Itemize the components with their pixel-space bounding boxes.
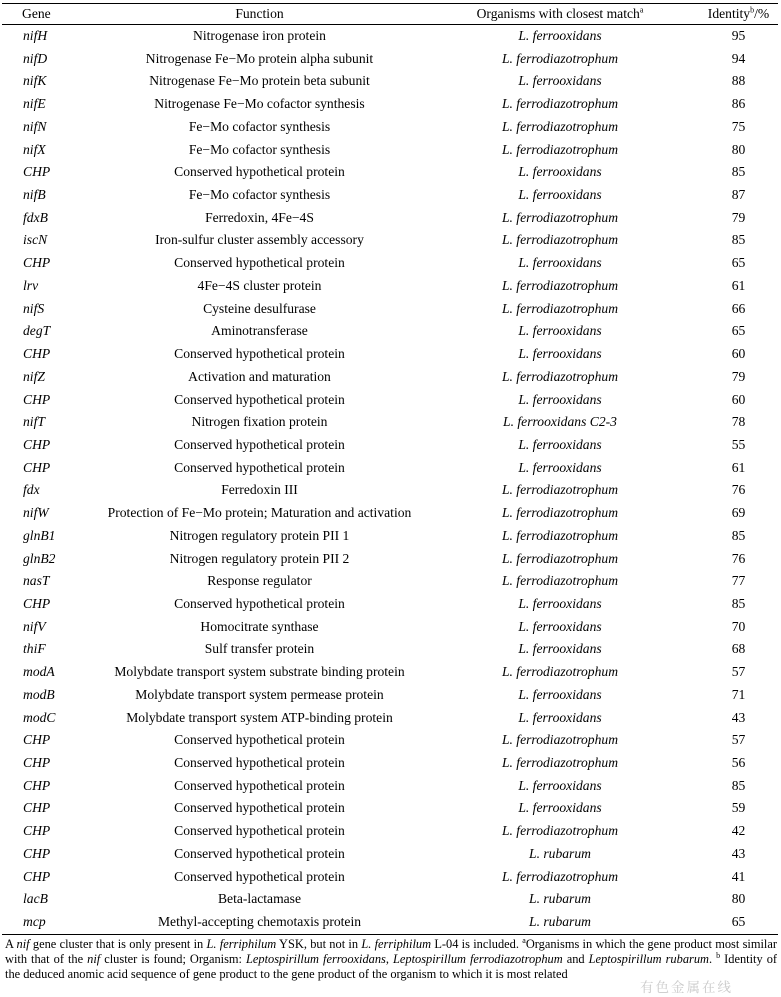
cell-function: Conserved hypothetical protein [174,800,345,816]
header-organism-label: Organisms with closest match [476,6,640,21]
cell-gene: glnB1 [23,527,56,543]
cell-gene: nifH [23,28,48,43]
cell-gene: nifV [23,618,46,634]
header-identity-label: Identity [707,6,751,21]
cell-organism: L. ferrodiazotrophum [501,118,619,134]
table-row [2,616,778,639]
cell-gene: CHP [23,800,51,816]
cell-function: Response regulator [207,573,312,589]
table-row [2,775,778,798]
footnote-text: YSK, but not in [276,937,362,951]
table-row [2,366,778,389]
cell-function: Fe−Mo cofactor synthesis [188,187,331,203]
cell-gene: fdxB [23,209,48,225]
cell-function: Conserved hypothetical protein [174,777,345,793]
table-row [2,434,778,457]
table-row [2,320,778,343]
footnote-text: gene cluster that is only present in [29,937,207,951]
cell-gene: nifK [23,73,47,89]
cell-function: Nitrogen fixation protein [191,414,328,430]
cell-identity: 55 [731,436,746,452]
cell-gene: nifN [23,118,47,134]
footnote-sup-a: a [522,935,526,945]
cell-function: Sulf transfer protein [204,641,315,657]
footnote-italic: Leptospirillum rubarum [588,952,709,967]
cell-gene: lacB [23,891,48,907]
cell-identity: 43 [731,845,746,861]
cell-organism: L. ferrodiazotrophum [501,868,619,884]
cell-organism: L. ferrooxidans [518,459,602,475]
cell-organism: L. ferrodiazotrophum [501,823,619,839]
cell-gene: CHP [23,164,51,180]
table-row [2,48,778,71]
cell-gene: modA [23,664,55,680]
cell-organism: L. rubarum [529,914,591,930]
cell-identity: 75 [731,118,746,134]
table-row [2,70,778,93]
cell-identity: 79 [731,209,746,225]
cell-gene: CHP [23,595,51,611]
cell-identity: 85 [731,595,746,611]
cell-function: Conserved hypothetical protein [174,459,345,475]
cell-organism: L. ferrooxidans C2-3 [503,414,617,430]
table-row [2,252,778,275]
cell-function: Conserved hypothetical protein [174,391,345,407]
table-body [2,25,778,935]
cell-identity: 86 [731,96,746,112]
cell-gene: nasT [23,573,50,589]
table-row [2,866,778,889]
cell-organism: L. ferrodiazotrophum [501,505,619,521]
table-row [2,161,778,184]
cell-identity: 88 [731,73,746,89]
cell-function: Aminotransferase [211,323,308,339]
table-row [2,184,778,207]
table-row [2,298,778,321]
cell-gene: mcp [23,914,46,930]
cell-gene: CHP [23,459,51,475]
cell-gene: nifW [23,505,49,521]
cell-organism: L. ferrodiazotrophum [501,482,619,498]
watermark: 有色金属在线 [640,980,733,996]
cell-function: Fe−Mo cofactor synthesis [188,118,331,134]
table-row [2,843,778,866]
cell-organism: L. ferrooxidans [518,164,602,180]
table-row [2,139,778,162]
cell-identity: 41 [731,868,746,884]
cell-gene: nifX [23,141,46,157]
cell-function: Conserved hypothetical protein [174,436,345,452]
cell-organism: L. ferrooxidans [518,28,602,43]
table-row [2,820,778,843]
cell-function: Nitrogenase Fe−Mo protein beta subunit [149,73,370,89]
cell-function: Conserved hypothetical protein [174,845,345,861]
header-identity-suffix: /% [754,6,770,21]
table-row [2,752,778,775]
cell-function: Activation and maturation [188,368,331,384]
table-row [2,343,778,366]
cell-function: Homocitrate synthase [200,618,319,634]
cell-organism: L. ferrodiazotrophum [501,368,619,384]
cell-gene: nifZ [23,368,45,384]
cell-identity: 95 [731,28,746,43]
cell-gene: thiF [23,641,46,657]
header-function: Function [235,6,284,21]
cell-organism: L. ferrodiazotrophum [501,300,619,316]
cell-gene: iscN [23,232,48,248]
cell-organism: L. ferrodiazotrophum [501,209,619,225]
cell-identity: 57 [731,664,746,680]
cell-identity: 77 [731,573,746,589]
cell-gene: nifD [23,50,48,66]
footnote-italic: nif [16,937,30,951]
cell-organism: L. ferrodiazotrophum [501,141,619,157]
footnote-sup-b: b [716,951,721,961]
cell-gene: CHP [23,391,51,407]
cell-function: Nitrogenase Fe−Mo protein alpha subunit [145,50,374,66]
cell-identity: 61 [731,459,746,475]
cell-identity: 61 [731,277,746,293]
table-row [2,207,778,230]
cell-organism: L. ferrooxidans [518,436,602,452]
cell-organism: L. ferrooxidans [518,391,602,407]
cell-function: Beta-lactamase [217,891,302,907]
cell-function: Cysteine desulfurase [203,300,316,316]
footnote-text: Identity of the deduced anomic acid sequence of gene product to the gene product of the organism to which it is most related [5,952,778,982]
cell-organism: L. ferrodiazotrophum [501,232,619,248]
cell-organism: L. ferrodiazotrophum [501,573,619,589]
gene-table [2,3,778,935]
footnote-text: Organisms in which the gene product most similar with that of the [5,937,777,967]
header-organism-sup: a [639,5,644,15]
cell-organism: L. ferrooxidans [518,187,602,203]
table-row [2,525,778,548]
cell-identity: 43 [731,709,746,725]
table-header-row [2,4,778,25]
table-row [2,707,778,730]
cell-identity: 59 [731,800,746,816]
cell-organism: L. ferrooxidans [518,323,602,339]
cell-identity: 65 [731,323,746,339]
cell-identity: 85 [731,232,746,248]
cell-function: Conserved hypothetical protein [174,732,345,748]
cell-function: Molybdate transport system ATP-binding protein [126,709,393,725]
table-row [2,797,778,820]
cell-gene: nifS [23,300,45,316]
cell-identity: 85 [731,777,746,793]
cell-gene: modB [23,686,55,702]
cell-gene: degT [23,323,51,339]
cell-gene: CHP [23,436,51,452]
cell-gene: nifT [23,414,45,430]
table-row [2,684,778,707]
cell-function: Nitrogenase Fe−Mo cofactor synthesis [154,96,365,112]
cell-organism: L. ferrodiazotrophum [501,277,619,293]
cell-organism: L. ferrooxidans [518,595,602,611]
cell-organism: L. ferrodiazotrophum [501,755,619,770]
cell-function: Nitrogen regulatory protein PII 1 [169,527,350,543]
cell-organism: L. ferrooxidans [518,255,602,271]
table-row [2,25,778,48]
cell-organism: L. ferrodiazotrophum [501,50,619,66]
cell-identity: 70 [731,618,746,634]
cell-organism: L. ferrooxidans [518,73,602,89]
cell-identity: 66 [731,300,746,316]
cell-function: Ferredoxin, 4Fe−4S [205,209,314,225]
table-row [2,116,778,139]
table-row [2,729,778,752]
cell-identity: 69 [731,505,746,521]
cell-function: Conserved hypothetical protein [174,868,345,884]
cell-function: Conserved hypothetical protein [174,595,345,611]
cell-organism: L. ferrodiazotrophum [501,732,619,748]
table-row [2,888,778,911]
footnote-text: A [5,937,17,951]
table-row [2,93,778,116]
table-row [2,411,778,434]
footnote-italic: L. ferriphilum [361,937,432,951]
cell-identity: 71 [731,686,746,702]
cell-identity: 57 [731,732,746,748]
cell-organism: L. ferrodiazotrophum [501,664,619,680]
cell-gene: CHP [23,255,51,271]
cell-gene: modC [23,709,56,725]
header-gene: Gene [22,6,51,21]
table-row [2,661,778,684]
cell-organism: L. rubarum [529,845,591,861]
cell-gene: fdx [23,482,40,498]
table-row [2,570,778,593]
footnote-text: and [562,952,589,967]
cell-identity: 94 [731,50,746,66]
table-row [2,638,778,661]
cell-organism: L. ferrooxidans [518,346,602,362]
table-row [2,229,778,252]
cell-gene: glnB2 [23,550,56,566]
cell-identity: 78 [731,414,746,430]
cell-organism: L. rubarum [529,891,591,907]
cell-identity: 85 [731,527,746,543]
cell-gene: CHP [23,755,51,770]
table-row [2,389,778,412]
footnote-italic: Leptospirillum ferrooxidans [246,952,386,967]
cell-identity: 87 [731,187,746,203]
cell-organism: L. ferrooxidans [518,777,602,793]
cell-gene: CHP [23,823,51,839]
cell-identity: 65 [731,255,746,271]
cell-identity: 56 [731,755,746,770]
cell-gene: CHP [23,346,51,362]
table-row [2,479,778,502]
cell-function: Nitrogen regulatory protein PII 2 [169,550,350,566]
cell-function: Iron-sulfur cluster assembly accessory [155,232,364,248]
cell-function: Conserved hypothetical protein [174,164,345,180]
table-row [2,911,778,934]
cell-identity: 76 [731,482,746,498]
cell-function: Conserved hypothetical protein [174,755,345,770]
cell-function: Conserved hypothetical protein [174,346,345,362]
footnote-italic: nif [87,952,101,967]
cell-identity: 60 [731,391,746,407]
header-organism [441,4,679,25]
cell-function: Protection of Fe−Mo protein; Maturation and activation [107,505,412,521]
cell-gene: CHP [23,868,51,884]
footnote-text: cluster is found; Organism: [100,952,247,967]
cell-gene: lrv [23,277,39,293]
cell-organism: L. ferrodiazotrophum [501,527,619,543]
cell-identity: 79 [731,368,746,384]
cell-function: Molybdate transport system substrate binding protein [114,664,405,680]
cell-function: 4Fe−4S cluster protein [197,277,322,293]
table-row [2,548,778,571]
table-row [2,593,778,616]
cell-function: Fe−Mo cofactor synthesis [188,141,331,157]
footnote-italic: Leptospirillum ferrodiazotrophum [393,952,563,967]
cell-organism: L. ferrooxidans [518,709,602,725]
cell-gene: nifB [23,187,46,203]
cell-organism: L. ferrooxidans [518,641,602,657]
cell-function: Conserved hypothetical protein [174,823,345,839]
cell-gene: CHP [23,732,51,748]
header-identity [679,4,778,25]
cell-identity: 85 [731,164,746,180]
cell-function: Conserved hypothetical protein [174,255,345,271]
cell-identity: 60 [731,346,746,362]
cell-organism: L. ferrodiazotrophum [501,550,619,566]
footnote-italic: L. ferriphilum [206,937,277,951]
cell-identity: 68 [731,641,746,657]
cell-identity: 80 [731,141,746,157]
header-identity-sup: b [750,5,755,15]
cell-function: Nitrogenase iron protein [193,28,326,43]
cell-organism: L. ferrooxidans [518,618,602,634]
table-row [2,457,778,480]
cell-organism: L. ferrooxidans [518,800,602,816]
cell-gene: CHP [23,777,51,793]
cell-identity: 80 [731,891,746,907]
cell-identity: 42 [731,823,746,839]
cell-function: Methyl-accepting chemotaxis protein [157,914,362,930]
cell-identity: 76 [731,550,746,566]
table-row [2,502,778,525]
cell-organism: L. ferrooxidans [518,686,602,702]
footnote-text: L-04 is included. [431,937,523,951]
footnote-text: . [709,952,717,967]
table-row [2,275,778,298]
cell-gene: CHP [23,845,51,861]
footnote-text: , [385,952,393,967]
cell-organism: L. ferrodiazotrophum [501,96,619,112]
cell-gene: nifE [23,96,46,112]
cell-function: Ferredoxin III [221,482,298,498]
cell-function: Molybdate transport system permease protein [135,686,384,702]
cell-identity: 65 [731,914,746,930]
